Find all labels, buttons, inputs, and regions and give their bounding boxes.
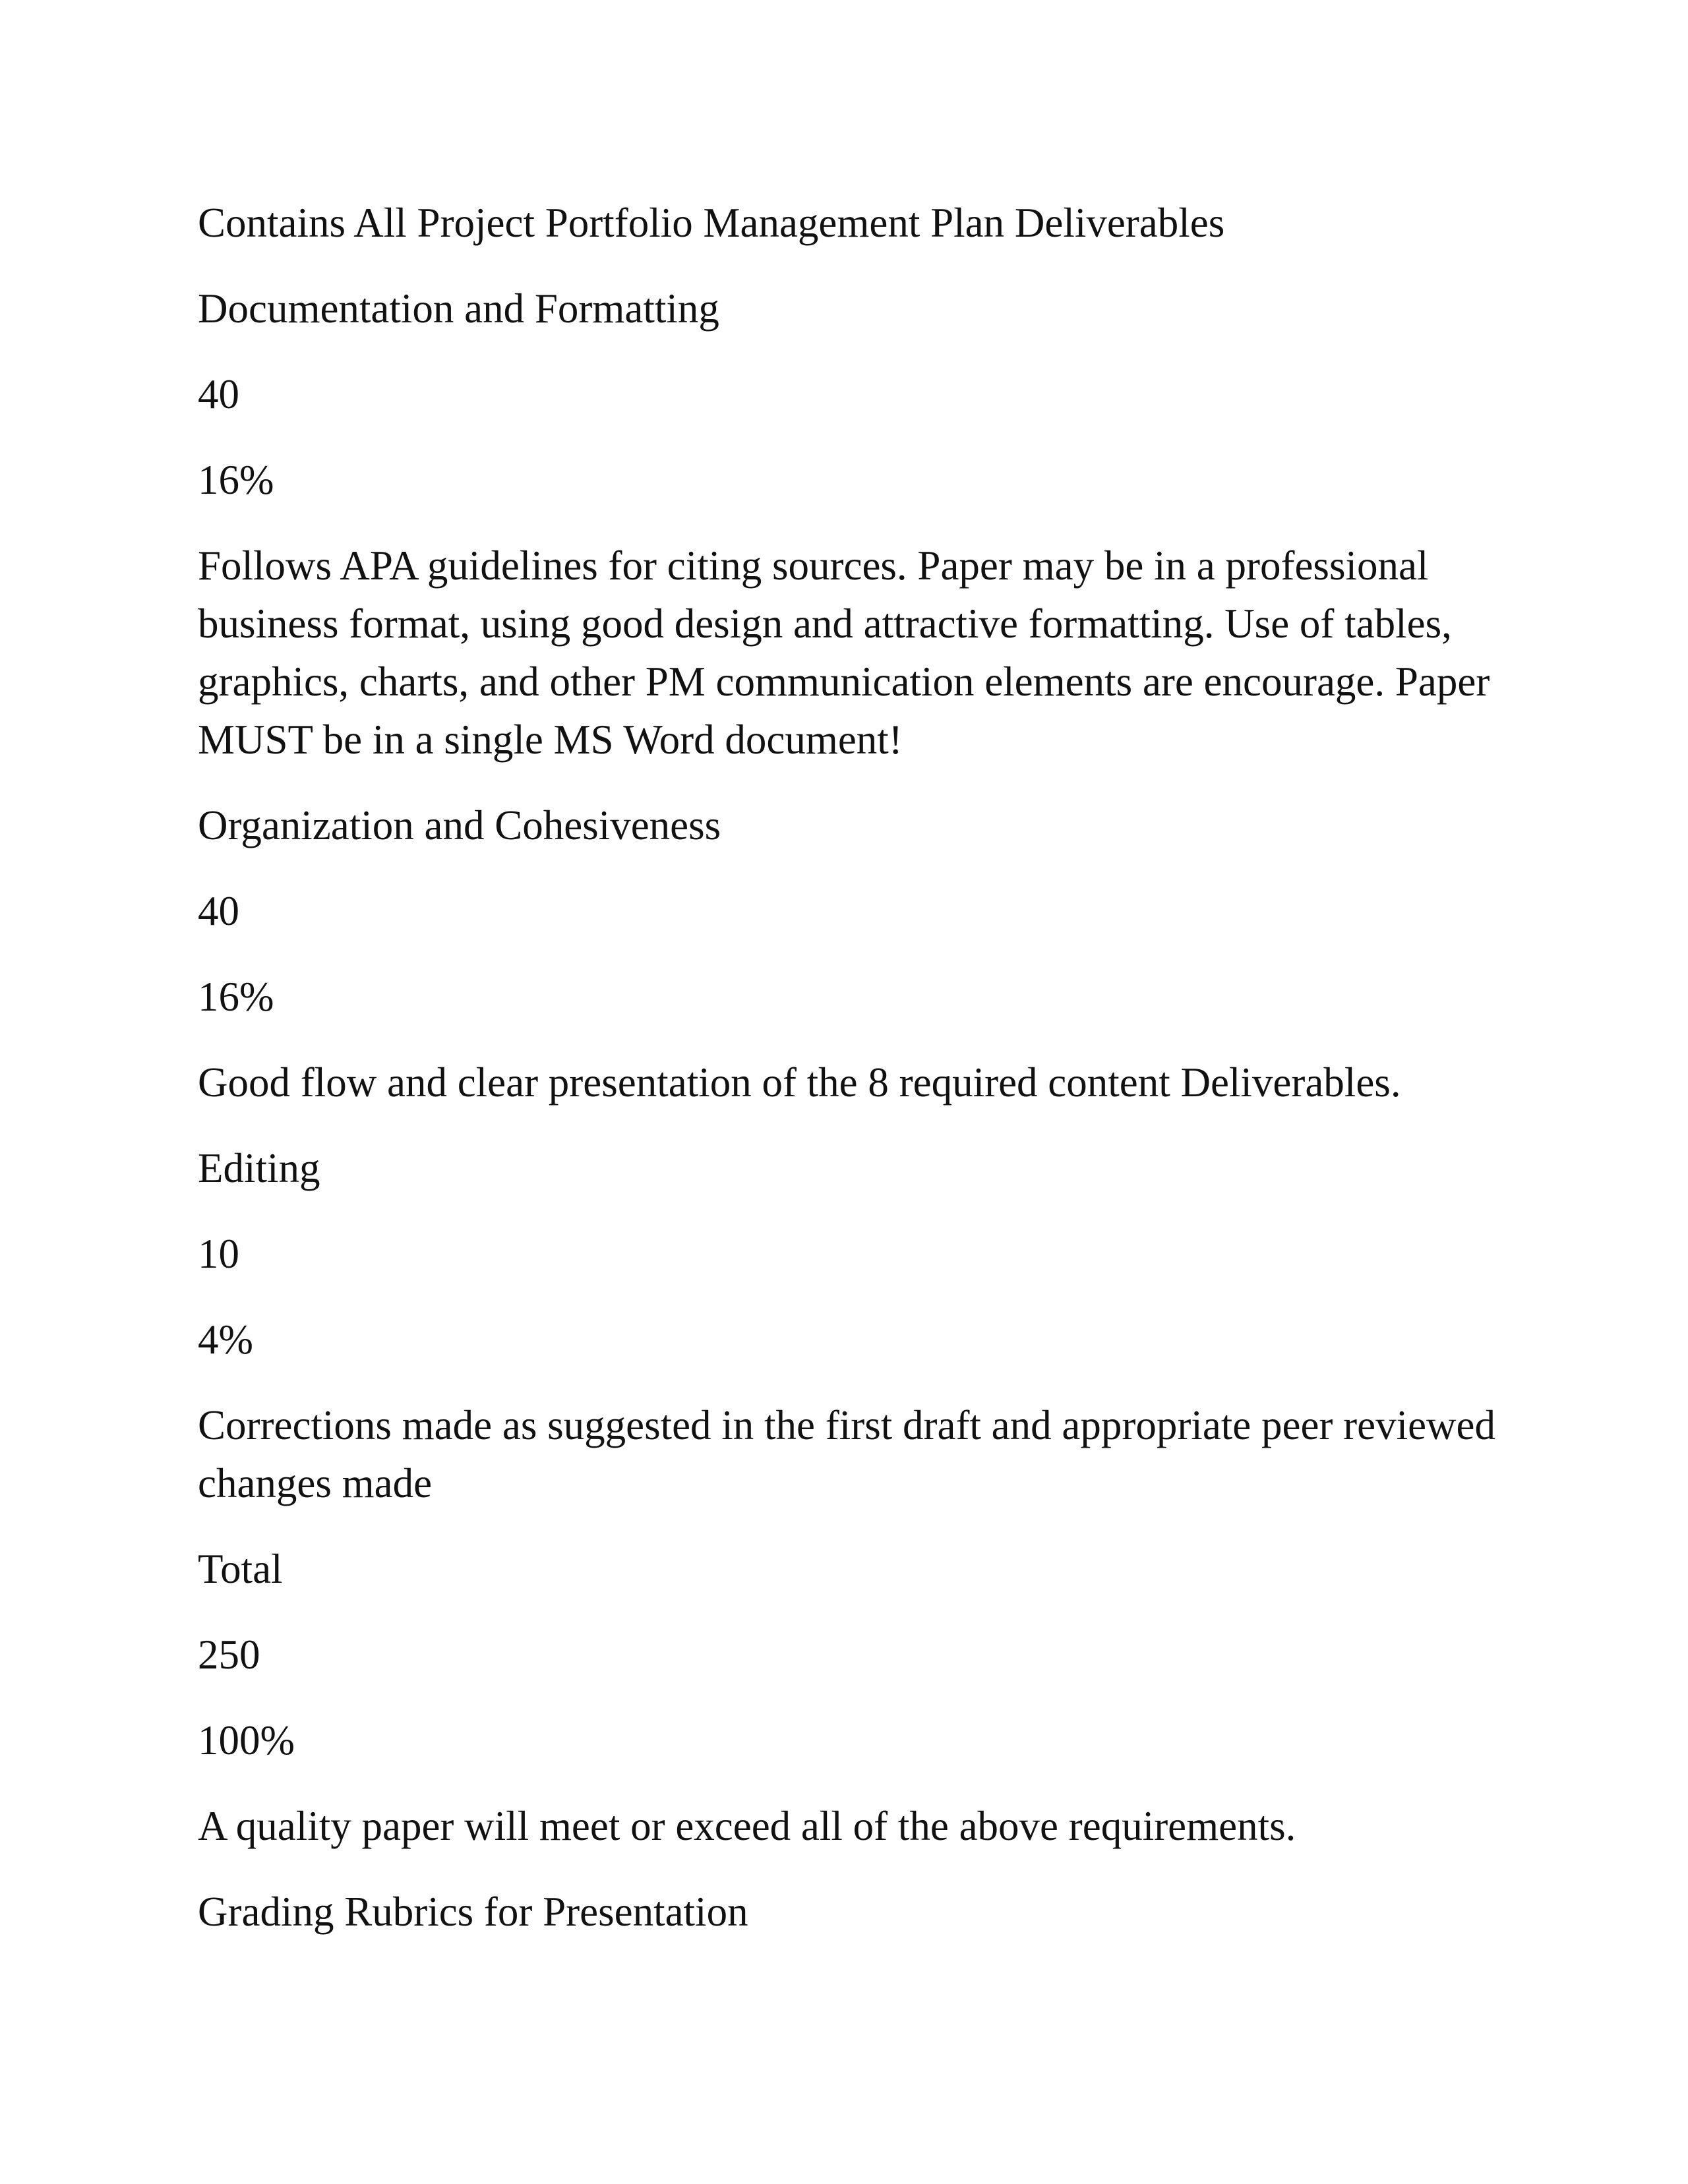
documentation-formatting-points: 40 <box>198 371 239 417</box>
total-heading: Total <box>198 1546 283 1592</box>
documentation-formatting-percent: 16% <box>198 457 274 503</box>
document-body <box>198 194 1503 1968</box>
deliverables-criterion: Contains All Project Portfolio Management Plan Deliverables <box>198 200 1225 246</box>
total-percent: 100% <box>198 1717 295 1763</box>
documentation-formatting-description: Follows APA guidelines for citing sources. Paper may be in a professional business format, using good design and attractive formatting. Use of tables, graphics, charts, and other PM communication elements are encourage. Paper MUST be in a single MS Word document! <box>198 543 1490 763</box>
presentation-rubrics-heading: Grading Rubrics for Presentation <box>198 1889 748 1935</box>
organization-cohesiveness-points: 40 <box>198 888 239 934</box>
organization-cohesiveness-heading: Organization and Cohesiveness <box>198 802 721 848</box>
editing-description: Corrections made as suggested in the first draft and appropriate peer reviewed changes made <box>198 1402 1496 1506</box>
editing-heading: Editing <box>198 1145 320 1191</box>
total-description: A quality paper will meet or exceed all of the above requirements. <box>198 1803 1296 1849</box>
organization-cohesiveness-percent: 16% <box>198 974 274 1020</box>
documentation-formatting-heading: Documentation and Formatting <box>198 285 719 332</box>
editing-points: 10 <box>198 1231 239 1277</box>
editing-percent: 4% <box>198 1316 253 1363</box>
organization-cohesiveness-description: Good flow and clear presentation of the 8 required content Deliverables. <box>198 1059 1401 1106</box>
total-points: 250 <box>198 1632 260 1678</box>
